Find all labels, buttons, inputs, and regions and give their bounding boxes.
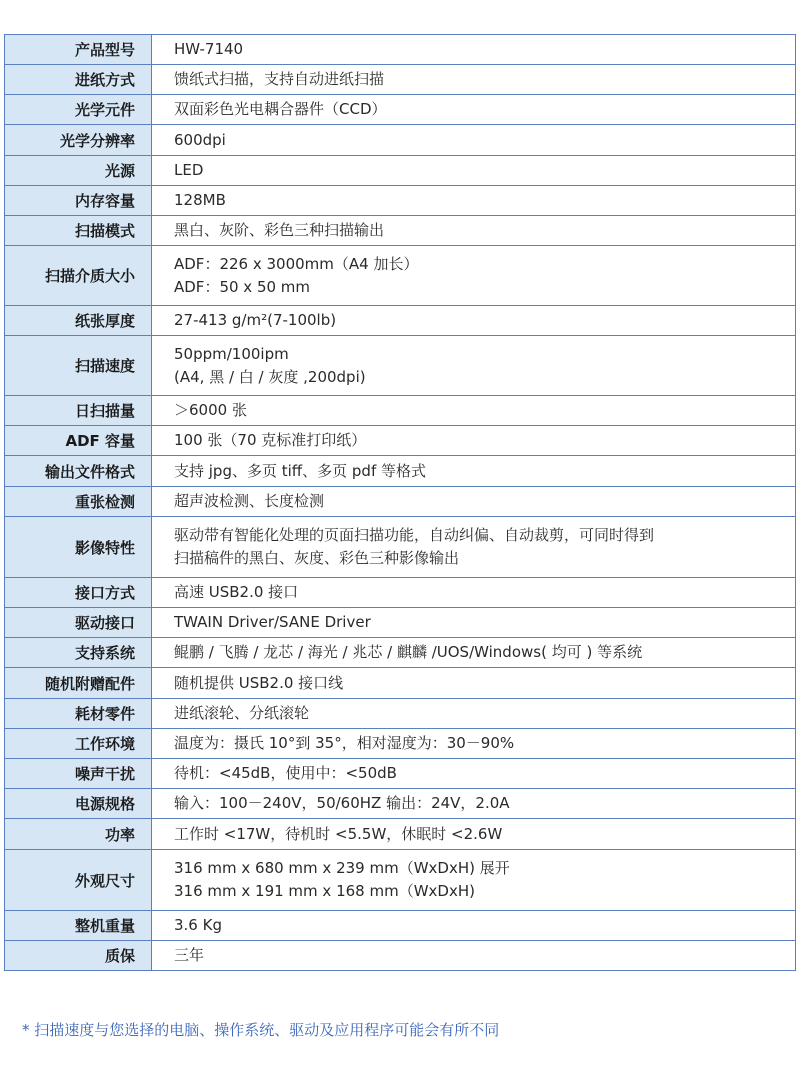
spec-value [152, 789, 796, 819]
spec-label: 随机附赠配件 [5, 668, 152, 699]
spec-value-line: 扫描稿件的黑白、灰度、彩色三种影像输出 [174, 549, 460, 567]
spec-value-line: ADF：50 x 50 mm [174, 277, 311, 296]
spec-label: 噪声干扰 [5, 759, 152, 789]
spec-label: 质保 [5, 941, 152, 971]
spec-value [152, 456, 796, 487]
spec-value [152, 487, 796, 517]
spec-row [5, 517, 796, 578]
spec-row [5, 819, 796, 850]
spec-value-line: 100 张（70 克标准打印纸） [174, 431, 367, 449]
spec-label: 产品型号 [5, 35, 152, 65]
spec-label: 扫描模式 [5, 216, 152, 246]
spec-value [152, 759, 796, 789]
spec-row [5, 336, 796, 396]
spec-value-line: 工作时 <17W，待机时 <5.5W，休眠时 <2.6W [174, 824, 503, 843]
spec-value-line: 随机提供 USB2.0 接口线 [174, 673, 344, 692]
spec-value [152, 95, 796, 125]
spec-value [152, 396, 796, 426]
spec-value-line: TWAIN Driver/SANE Driver [174, 613, 371, 631]
spec-value [152, 336, 796, 396]
spec-row [5, 396, 796, 426]
spec-row [5, 941, 796, 971]
spec-value-line: 进纸滚轮、分纸滚轮 [174, 704, 310, 722]
spec-row [5, 850, 796, 911]
spec-label: 进纸方式 [5, 65, 152, 95]
spec-row [5, 306, 796, 336]
spec-label: 扫描介质大小 [5, 246, 152, 306]
spec-row [5, 911, 796, 941]
spec-value [152, 186, 796, 216]
spec-value [152, 911, 796, 941]
spec-value-line: 27-413 g/m²(7-100lb) [174, 311, 337, 329]
spec-row [5, 216, 796, 246]
spec-row [5, 35, 796, 65]
spec-label: 功率 [5, 819, 152, 850]
spec-value-line: 高速 USB2.0 接口 [174, 583, 299, 601]
spec-label: 外观尺寸 [5, 850, 152, 911]
spec-label: 电源规格 [5, 789, 152, 819]
spec-label: 日扫描量 [5, 396, 152, 426]
spec-table-body [5, 35, 796, 971]
spec-label: 支持系统 [5, 638, 152, 668]
spec-row [5, 759, 796, 789]
spec-value-line: 驱动带有智能化处理的页面扫描功能，自动纠偏、自动裁剪，可同时得到 [174, 526, 655, 544]
spec-label: 工作环境 [5, 729, 152, 759]
spec-value-line: 128MB [174, 191, 226, 209]
spec-label: 输出文件格式 [5, 456, 152, 487]
spec-row [5, 426, 796, 456]
spec-value-line: 316 mm x 191 mm x 168 mm（WxDxH) [174, 882, 475, 900]
spec-label: 扫描速度 [5, 336, 152, 396]
spec-value-line: 鲲鹏 / 飞腾 / 龙芯 / 海光 / 兆芯 / 麒麟 /UOS/Windows( 均可 ) 等系统 [174, 643, 643, 661]
spec-value-line: 支持 jpg、多页 tiff、多页 pdf 等格式 [174, 461, 426, 480]
spec-value [152, 608, 796, 638]
spec-label: 驱动接口 [5, 608, 152, 638]
footnote: * 扫描速度与您选择的电脑、操作系统、驱动及应用程序可能会有所不同 [22, 1021, 500, 1039]
spec-value [152, 578, 796, 608]
spec-row [5, 487, 796, 517]
spec-row [5, 729, 796, 759]
spec-label: 纸张厚度 [5, 306, 152, 336]
spec-value-line: 温度为：摄氏 10°到 35°，相对湿度为：30－90% [174, 734, 515, 752]
spec-row [5, 186, 796, 216]
spec-value-line: 三年 [174, 946, 205, 964]
spec-row [5, 638, 796, 668]
spec-value [152, 426, 796, 456]
spec-row [5, 456, 796, 487]
spec-row [5, 578, 796, 608]
spec-value-line: LED [174, 161, 204, 179]
spec-value [152, 517, 796, 578]
spec-label: 光学元件 [5, 95, 152, 125]
spec-value [152, 306, 796, 336]
spec-row [5, 668, 796, 699]
spec-label: 内存容量 [5, 186, 152, 216]
spec-value-line: 输入：100－240V，50/60HZ 输出：24V，2.0A [174, 794, 510, 812]
spec-row [5, 246, 796, 306]
spec-value [152, 699, 796, 729]
spec-row [5, 95, 796, 125]
spec-value [152, 850, 796, 911]
spec-table [4, 34, 796, 971]
spec-value-line: 600dpi [174, 130, 226, 149]
spec-value-line: (A4, 黑 / 白 / 灰度 ,200dpi) [174, 367, 366, 386]
spec-value-line: 3.6 Kg [174, 916, 222, 934]
spec-value [152, 638, 796, 668]
spec-label: 影像特性 [5, 517, 152, 578]
spec-value [152, 216, 796, 246]
spec-label: ADF 容量 [5, 426, 152, 456]
spec-value-line: 316 mm x 680 mm x 239 mm（WxDxH) 展开 [174, 859, 510, 877]
spec-row [5, 65, 796, 95]
spec-label: 光源 [5, 156, 152, 186]
spec-value [152, 819, 796, 850]
spec-value [152, 65, 796, 95]
spec-row [5, 699, 796, 729]
spec-value [152, 125, 796, 156]
spec-value [152, 246, 796, 306]
spec-value-line: ＞6000 张 [174, 401, 247, 419]
spec-row [5, 789, 796, 819]
spec-label: 接口方式 [5, 578, 152, 608]
spec-label: 整机重量 [5, 911, 152, 941]
spec-row [5, 608, 796, 638]
spec-value [152, 35, 796, 65]
spec-value [152, 941, 796, 971]
spec-value-line: 50ppm/100ipm [174, 344, 289, 363]
spec-value-line: HW-7140 [174, 40, 244, 58]
spec-label: 重张检测 [5, 487, 152, 517]
spec-value-line: 双面彩色光电耦合器件（CCD） [174, 100, 387, 118]
spec-value-line: ADF：226 x 3000mm（A4 加长） [174, 254, 419, 273]
spec-row [5, 125, 796, 156]
spec-value [152, 668, 796, 699]
spec-value [152, 729, 796, 759]
spec-value-line: 黑白、灰阶、彩色三种扫描输出 [174, 221, 385, 239]
spec-value-line: 待机：<45dB，使用中：<50dB [174, 764, 397, 782]
spec-row [5, 156, 796, 186]
spec-label: 耗材零件 [5, 699, 152, 729]
spec-value-line: 馈纸式扫描，支持自动进纸扫描 [174, 70, 385, 88]
spec-label: 光学分辨率 [5, 125, 152, 156]
spec-value [152, 156, 796, 186]
spec-value-line: 超声波检测、长度检测 [174, 492, 325, 510]
